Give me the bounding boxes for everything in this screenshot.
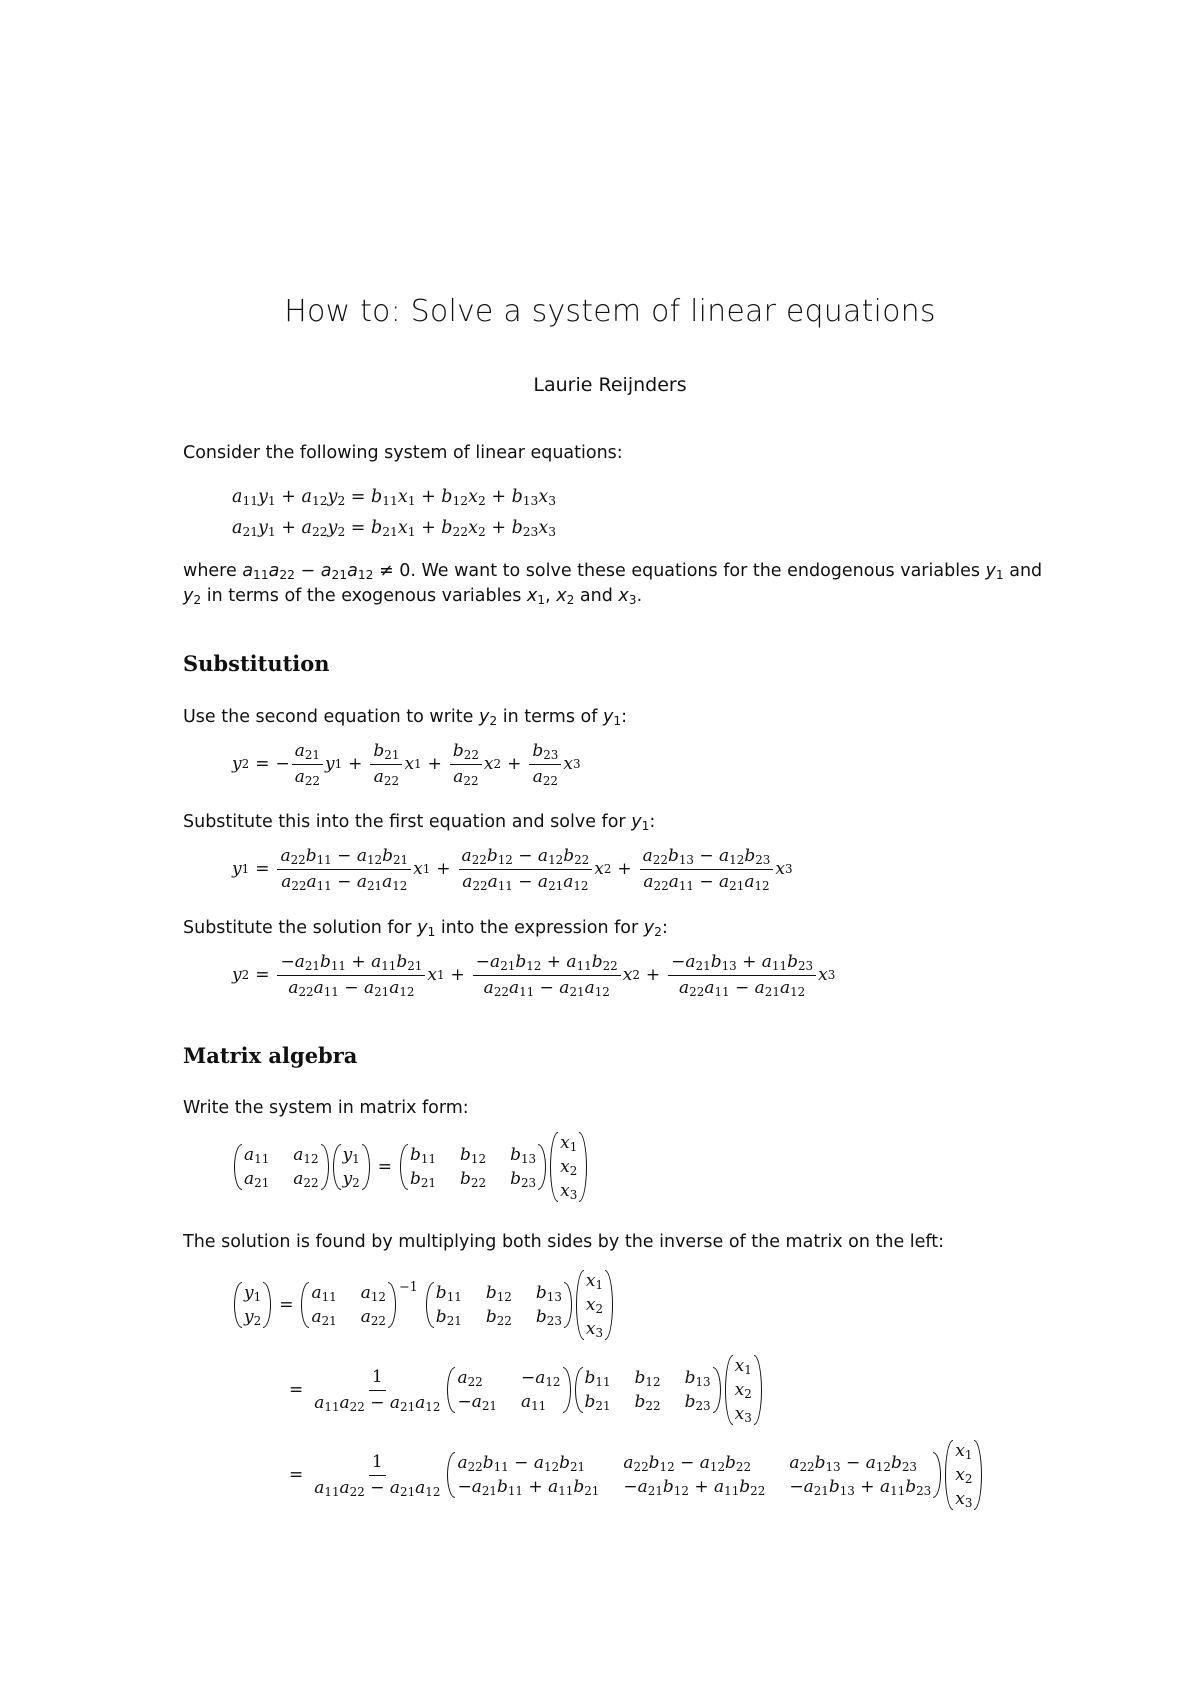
equation-2: $a_{21}y_1 + a_{22}y_2 = b_{21}x_1 + b_{22}x_2 + b_{23}x_3$ bbox=[232, 518, 557, 540]
section-heading-matrix-algebra: Matrix algebra bbox=[183, 1043, 358, 1068]
where-paragraph: where $a_{11}a_{22} - a_{21}a_{12} \ne 0$. We want to solve these equations for the endogenous variables $y_1$ and $y_2$ in terms of the exogenous variables $x_1$, $x_2$ and $x_3$. bbox=[183, 561, 1043, 608]
matrix-inverse-equation-2: = $\frac{1}{a_{11}a_{22} - a_{21}a_{12}}$ $a_{22}$ $-a_{12}$ $-a_{21}$ $a_{11}$ $b_{11}$ $b_{12}$ $b_{13}$ $b_{21}$ $b_{22}$ $b_{23}$ $x_1$ $x_2$ $x_3$ bbox=[283, 1355, 764, 1425]
substitution-step-2: Substitute this into the first equation and solve for $y_1$: bbox=[183, 812, 656, 834]
page-title: How to: Solve a system of linear equations bbox=[284, 294, 936, 329]
matrix-step-1: Write the system in matrix form: bbox=[183, 1098, 469, 1118]
substitution-step-3: Substitute the solution for $y_1$ into the expression for $y_2$: bbox=[183, 918, 668, 940]
equation-y2-solution: y 2 = $\frac{-a_{21}b_{11} + a_{11}b_{21}}{a_{22}a_{11} - a_{21}a_{12}}$ x 1 + $\frac{-a_{21}b_{12} + a_{11}b_{22}}{a_{22}a_{11} - a_{21}a_{12}}$ x 2 + $\frac{-a_{21}b_{13} + a_{11}b_{23}}{a_{22}a_{11} - a_{21}a_{12}}$ x 3 bbox=[232, 952, 836, 999]
equation-1: $a_{11}y_1 + a_{12}y_2 = b_{11}x_1 + b_{12}x_2 + b_{13}x_3$ bbox=[232, 487, 557, 509]
equation-y2-in-terms-of-y1: y 2 = − $\frac{a_{21}}{a_{22}}$ y 1 + $\frac{b_{21}}{a_{22}}$ x 1 + $\frac{b_{22}}{a_{22}}$ x 2 + $\frac{b_{23}}{a_{22}}$ x 3 bbox=[232, 741, 581, 788]
matrix-inverse-equation-3: = $\frac{1}{a_{11}a_{22} - a_{21}a_{12}}$ $a_{22}b_{11} - a_{12}b_{21}$ $a_{22}b_{12} - a_{12}b_{22}$ $a_{22}b_{13} - a_{12}b_{23}$ $-a_{21}b_{11} + a_{11}b_{21}$ $-a_{21}b_{12} + a_{11}b_{22}$ $-a_{21}b_{13} + a_{11}b_{23}$ $x_1$ $x_2$ $x_3$ bbox=[283, 1440, 984, 1510]
matrix-form-equation: $a_{11}$ $a_{12}$ $a_{21}$ $a_{22}$ $y_1$ $y_2$ = $b_{11}$ $b_{12}$ $b_{13}$ $b_{21}$ $b_{22}$ $b_{23}$ $x_1$ $x_2$ $x_3$ bbox=[232, 1132, 589, 1202]
matrix-inverse-equation-1: $y_1$ $y_2$ = $a_{11}$ $a_{12}$ $a_{21}$ $a_{22}$ −1 $b_{11}$ $b_{12}$ $b_{13}$ $b_{21}$ $b_{22}$ $b_{23}$ $x_1$ $x_2$ $x_3$ bbox=[232, 1270, 615, 1340]
section-heading-substitution: Substitution bbox=[183, 651, 330, 676]
matrix-step-2: The solution is found by multiplying both sides by the inverse of the matrix on the left: bbox=[183, 1232, 945, 1252]
substitution-step-1: Use the second equation to write $y_2$ in terms of $y_1$: bbox=[183, 707, 628, 729]
equation-y1-solution: y 1 = $\frac{a_{22}b_{11} - a_{12}b_{21}}{a_{22}a_{11} - a_{21}a_{12}}$ x 1 + $\frac{a_{22}b_{12} - a_{12}b_{22}}{a_{22}a_{11} - a_{21}a_{12}}$ x 2 + $\frac{a_{22}b_{13} - a_{12}b_{23}}{a_{22}a_{11} - a_{21}a_{12}}$ x 3 bbox=[232, 846, 793, 893]
intro-paragraph: Consider the following system of linear equations: bbox=[183, 443, 623, 463]
author-name: Laurie Reijnders bbox=[533, 374, 687, 396]
